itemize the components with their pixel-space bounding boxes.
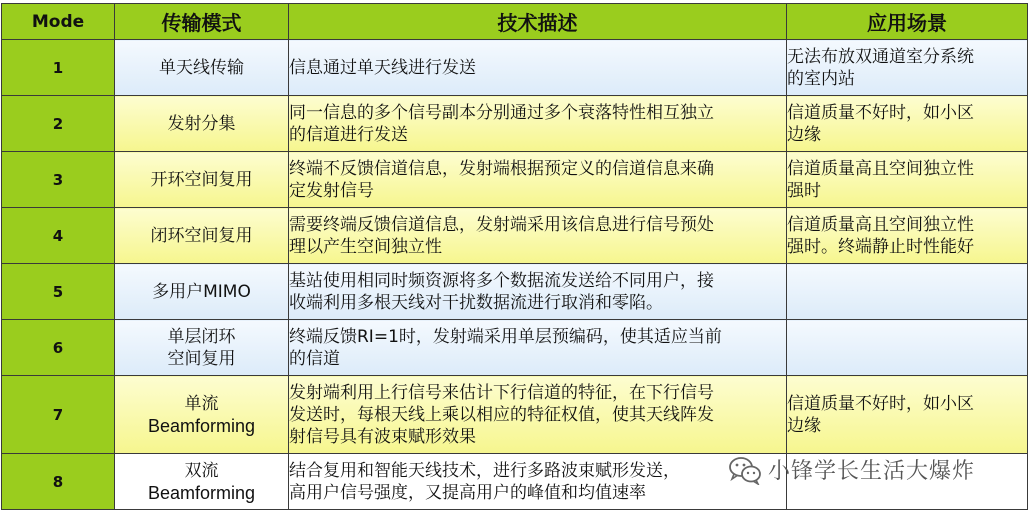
application-scenario-cell	[787, 96, 1028, 152]
technical-description-line: 的信道进行发送	[289, 124, 408, 145]
technical-description-line: 结合复用和智能天线技术，进行多路波束赋形发送，	[289, 460, 680, 481]
technical-description-line: 射信号具有波束赋形效果	[289, 426, 476, 447]
table-row	[2, 376, 1028, 454]
technical-description-line: 高用户信号强度，又提高用户的峰值和均值速率	[289, 482, 646, 503]
technical-description-line: 信息通过单天线进行发送	[289, 57, 476, 78]
header-transmission-mode: 传输模式	[115, 4, 289, 40]
transmission-mode-cell	[115, 40, 289, 96]
application-scenario-line: 强时	[787, 180, 821, 201]
mode-number-cell: 8	[2, 454, 115, 510]
technical-description-line: 需要终端反馈信道信息，发射端采用该信息进行信号预处	[289, 214, 714, 235]
technical-description-cell	[289, 40, 787, 96]
transmission-mode-cell	[115, 208, 289, 264]
application-scenario-cell	[787, 152, 1028, 208]
table-row	[2, 264, 1028, 320]
technical-description-line: 终端反馈RI=1时，发射端采用单层预编码，使其适应当前	[289, 326, 722, 347]
application-scenario-cell	[787, 40, 1028, 96]
application-scenario-line: 信道质量不好时，如小区	[787, 102, 974, 123]
transmission-mode-cell	[115, 96, 289, 152]
transmission-mode-line: 单层闭环	[167, 326, 236, 347]
application-scenario-line: 边缘	[787, 124, 821, 145]
header-mode: Mode	[2, 4, 115, 40]
technical-description-line: 终端不反馈信道信息，发射端根据预定义的信道信息来确	[289, 158, 714, 179]
technical-description-line: 发送时，每根天线上乘以相应的特征权值，使其天线阵发	[289, 404, 714, 425]
transmission-mode-cell	[115, 454, 289, 510]
transmission-mode-cell	[115, 152, 289, 208]
technical-description-cell	[289, 208, 787, 264]
application-scenario-cell	[787, 376, 1028, 454]
mode-number-cell: 1	[2, 40, 115, 96]
technical-description-cell	[289, 264, 787, 320]
technical-description-line: 基站使用相同时频资源将多个数据流发送给不同用户，接	[289, 270, 714, 291]
table-row	[2, 96, 1028, 152]
table-row	[2, 40, 1028, 96]
transmission-mode-line: Beamforming	[147, 415, 256, 436]
technical-description-cell	[289, 152, 787, 208]
mode-number-cell: 5	[2, 264, 115, 320]
technical-description-line: 理以产生空间独立性	[289, 236, 442, 257]
technical-description-line: 收端利用多根天线对干扰数据流进行取消和零陷。	[289, 292, 663, 313]
application-scenario-cell	[787, 208, 1028, 264]
mode-number-cell: 4	[2, 208, 115, 264]
transmission-mode-cell	[115, 376, 289, 454]
technical-description-cell	[289, 454, 787, 510]
transmission-modes-table	[1, 3, 1028, 510]
transmission-mode-line: 发射分集	[167, 113, 236, 134]
application-scenario-line: 无法布放双通道室分系统	[787, 46, 974, 67]
application-scenario-line: 边缘	[787, 415, 821, 436]
transmission-mode-line: Beamforming	[147, 482, 256, 503]
transmission-mode-line: 闭环空间复用	[150, 225, 253, 246]
transmission-mode-line: 单天线传输	[159, 57, 244, 78]
watermark-text: 小锋学长生活大爆炸	[768, 459, 976, 484]
application-scenario-line: 信道质量高且空间独立性	[787, 214, 974, 235]
transmission-mode-line: 双流	[184, 460, 219, 481]
transmission-mode-line: 单流	[184, 393, 219, 414]
technical-description-line: 发射端利用上行信号来估计下行信道的特征，在下行信号	[289, 382, 714, 403]
table-row	[2, 152, 1028, 208]
mode-number-cell: 2	[2, 96, 115, 152]
application-scenario-line: 的室内站	[787, 68, 855, 89]
transmission-mode-cell	[115, 264, 289, 320]
transmission-mode-line: 空间复用	[167, 348, 236, 369]
mode-number-cell: 7	[2, 376, 115, 454]
transmission-mode-cell	[115, 320, 289, 376]
mode-number-cell: 3	[2, 152, 115, 208]
table-row	[2, 454, 1028, 510]
technical-description-line: 同一信息的多个信号副本分别通过多个衰落特性相互独立	[289, 102, 714, 123]
mode-number-cell: 6	[2, 320, 115, 376]
application-scenario-line: 强时。终端静止时性能好	[787, 236, 974, 257]
header-row	[2, 4, 1028, 40]
application-scenario-line: 信道质量不好时，如小区	[787, 393, 974, 414]
table-row	[2, 320, 1028, 376]
application-scenario-line: 信道质量高且空间独立性	[787, 158, 974, 179]
technical-description-cell	[289, 96, 787, 152]
technical-description-cell	[289, 376, 787, 454]
technical-description-cell	[289, 320, 787, 376]
table-row	[2, 208, 1028, 264]
transmission-mode-line: 开环空间复用	[150, 169, 253, 190]
transmission-mode-line: 多用户MIMO	[152, 281, 251, 302]
application-scenario-cell	[787, 264, 1028, 320]
technical-description-line: 的信道	[289, 348, 340, 369]
header-technical-description: 技术描述	[289, 4, 787, 40]
application-scenario-cell	[787, 454, 1028, 510]
header-application-scenario: 应用场景	[787, 4, 1028, 40]
technical-description-line: 定发射信号	[289, 180, 374, 201]
application-scenario-cell	[787, 320, 1028, 376]
